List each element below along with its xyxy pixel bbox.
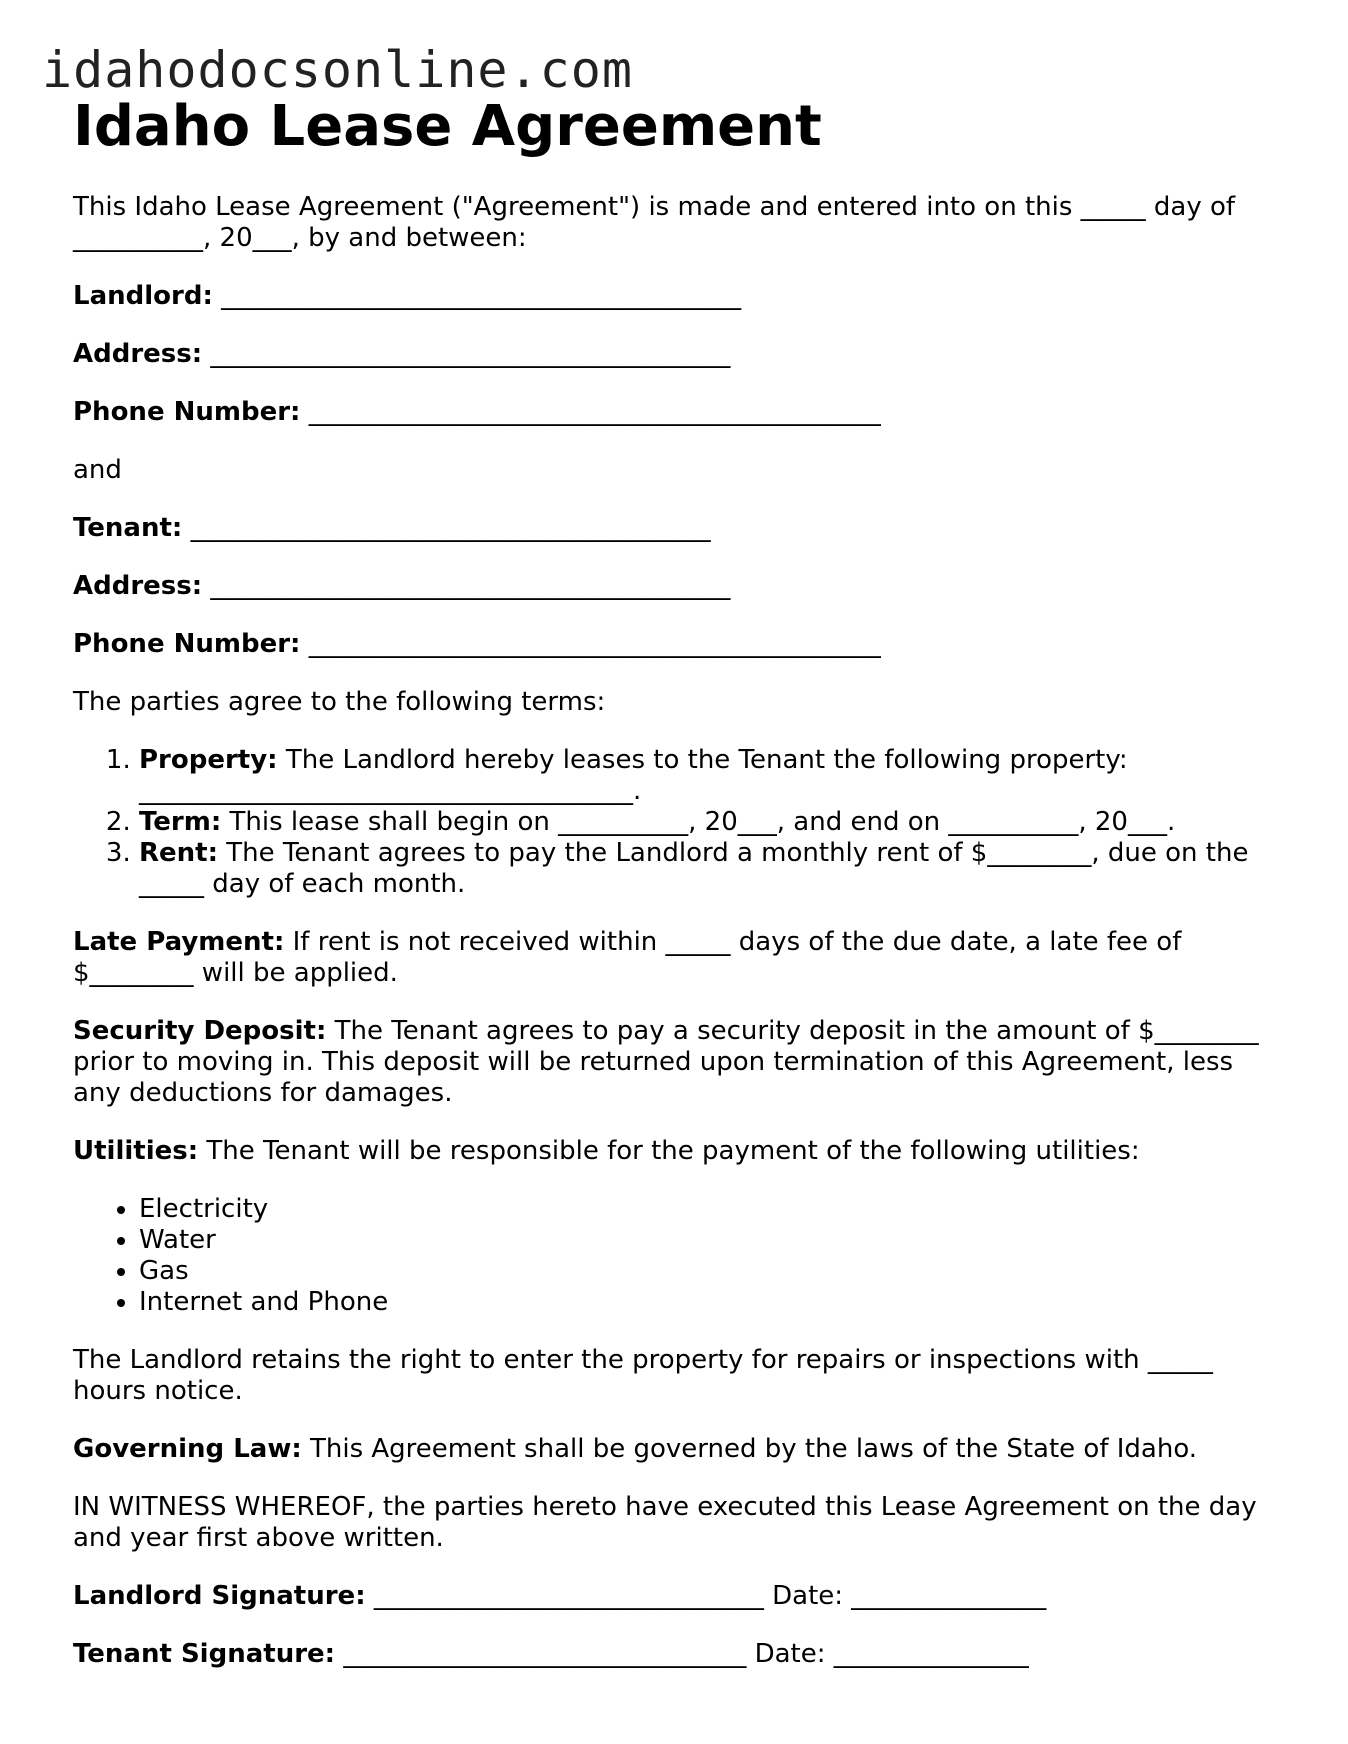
term-lease-period: [139, 807, 1273, 838]
document-title: Idaho Lease Agreement: [73, 94, 822, 159]
field-blank[interactable]: ________________________________________: [202, 571, 731, 601]
term-label: Property:: [139, 745, 278, 775]
terms-list: [73, 745, 1273, 900]
field-blank[interactable]: ____________________________________________: [300, 397, 881, 427]
signature-blank[interactable]: _______________________________ Date: _______________: [335, 1639, 1029, 1669]
field-label: Phone Number:: [73, 629, 301, 659]
clause-label: Governing Law:: [73, 1434, 302, 1464]
document-body: [73, 192, 1273, 1697]
landlord-name-field: [73, 281, 1273, 312]
security-deposit-clause: [73, 1016, 1273, 1109]
signature-label: Tenant Signature:: [73, 1639, 336, 1669]
field-blank[interactable]: ____________________________________________: [300, 629, 881, 659]
clause-text: This Agreement shall be governed by the laws of the State of Idaho.: [301, 1434, 1198, 1464]
entry-clause: The Landlord retains the right to enter the property for repairs or inspections with _____ hours notice.: [73, 1345, 1213, 1406]
utilities-list: [73, 1194, 1273, 1318]
signature-blank[interactable]: ______________________________ Date: _______________: [365, 1581, 1047, 1611]
field-blank[interactable]: ________________________________________: [202, 339, 731, 369]
clause-text: The Tenant agrees to pay a security deposit in the amount of $________ prior to moving in. This deposit will be returned upon termination of this Agreement, less any deductions for damages.: [73, 1016, 1259, 1108]
landlord-address-field: [73, 339, 1273, 370]
landlord-phone-field: [73, 397, 1273, 428]
term-property: [139, 745, 1273, 807]
landlord-signature-line: [73, 1581, 1273, 1612]
tenant-phone-field: [73, 629, 1273, 660]
utility-item: • Water: [139, 1225, 1273, 1256]
field-blank[interactable]: ________________________________________: [182, 513, 711, 543]
term-text: The Landlord hereby leases to the Tenant the following property: ______________________________________.: [139, 745, 1128, 806]
field-label: Tenant:: [73, 513, 183, 543]
governing-law-clause: [73, 1434, 1273, 1465]
term-rent: [139, 838, 1273, 900]
field-label: Phone Number:: [73, 397, 301, 427]
utility-item: • Internet and Phone: [139, 1287, 1273, 1318]
and-text: and: [73, 455, 122, 485]
clause-text: If rent is not received within _____ days of the due date, a late fee of $________ will be applied.: [73, 927, 1182, 988]
term-text: The Tenant agrees to pay the Landlord a monthly rent of $________, due on the _____ day of each month.: [139, 838, 1249, 899]
signature-label: Landlord Signature:: [73, 1581, 366, 1611]
terms-intro: The parties agree to the following terms:: [73, 687, 606, 717]
intro-paragraph: This Idaho Lease Agreement ("Agreement") is made and entered into on this _____ day of __________, 20___, by and between:: [73, 192, 1236, 253]
field-blank[interactable]: ________________________________________: [212, 281, 742, 311]
clause-label: Utilities:: [73, 1136, 199, 1166]
site-watermark: idahodocsonline.com: [42, 41, 633, 99]
witness-clause: IN WITNESS WHEREOF, the parties hereto have executed this Lease Agreement on the day and year first above written.: [73, 1492, 1257, 1553]
utility-item: • Gas: [139, 1256, 1273, 1287]
utility-item: • Electricity: [139, 1194, 1273, 1225]
clause-label: Security Deposit:: [73, 1016, 327, 1046]
tenant-address-field: [73, 571, 1273, 602]
tenant-signature-line: [73, 1639, 1273, 1670]
field-label: Landlord:: [73, 281, 213, 311]
tenant-name-field: [73, 513, 1273, 544]
field-label: Address:: [73, 571, 203, 601]
utilities-clause: [73, 1136, 1273, 1167]
field-label: Address:: [73, 339, 203, 369]
term-text: This lease shall begin on __________, 20___, and end on __________, 20___.: [221, 807, 1176, 837]
late-payment-clause: [73, 927, 1273, 989]
term-label: Rent:: [139, 838, 218, 868]
clause-label: Late Payment:: [73, 927, 285, 957]
term-label: Term:: [139, 807, 222, 837]
clause-text: The Tenant will be responsible for the payment of the following utilities:: [198, 1136, 1140, 1166]
